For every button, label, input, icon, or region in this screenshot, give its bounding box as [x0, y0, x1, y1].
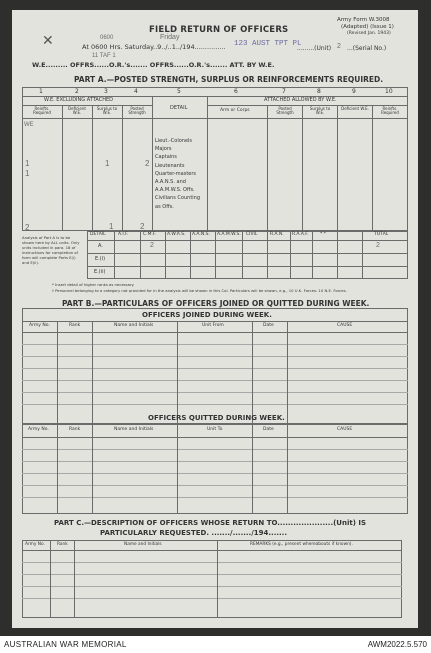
quitted-h-date: Date: [263, 427, 274, 432]
rank-major: Majors: [155, 146, 172, 153]
quitted-h-unit: Unit To: [207, 427, 223, 432]
col-6: 6: [234, 88, 238, 95]
rank-list: [155, 137, 207, 211]
rank-civilians: Civilians Counting: [155, 195, 201, 202]
subhead-surplus-2: Surplus to W.E.: [309, 106, 331, 115]
part-c-title-1: PART C.—DESCRIPTION OF OFFICERS WHOSE RETURN TO.....................(Unit) IS: [54, 519, 367, 527]
revised-date: (Revised Jan. 1943): [347, 31, 391, 36]
an-row-ei: E.(i): [95, 256, 106, 262]
rank-lieutenant: Lieutenants: [155, 162, 185, 169]
we-line: W.E......... OFFRS......O.R.'s....... OFFRS......O.R.'s....... ATT. BY W.E.: [32, 61, 275, 69]
we-excluding-header: W.E. EXCLUDING ATTACHED: [44, 97, 113, 103]
an-aamws: A.A.M.W.S.: [217, 232, 241, 237]
col-1: 1: [39, 88, 43, 95]
col-2: 2: [75, 88, 79, 95]
unit-stamp: 123 AUST TPT PL: [234, 40, 302, 48]
at-hours-line: At 0600 Hrs. Saturday..9../..1../194...............: [82, 43, 226, 51]
col-5: 5: [177, 88, 181, 95]
col-7: 7: [282, 88, 286, 95]
quitted-h-army-no: Army No.: [28, 427, 49, 432]
serial-label: ...(Serial No.): [347, 45, 387, 52]
hw-total-4: 2: [140, 222, 145, 231]
joined-h-date: Date: [263, 323, 274, 328]
footer-credit: AUSTRALIAN WAR MEMORIAL: [4, 640, 127, 649]
an-total: TOTAL: [374, 232, 389, 237]
part-b-title: PART B.—PARTICULARS OF OFFICERS JOINED OR QUITTED DURING WEEK.: [62, 299, 370, 308]
an-extra: * *: [320, 232, 326, 237]
subhead-posted-2: Posted Strength: [276, 106, 294, 115]
footer-accession: AWM2022.5.570: [367, 640, 427, 649]
joined-h-cause: CAUSE: [337, 323, 353, 328]
rank-aamws: A.A.M.W.S. Offs.: [155, 187, 195, 194]
subhead-deficient: Deficient W.E.: [68, 106, 86, 115]
pc-h-rank: Rank: [57, 542, 68, 547]
subhead-reinfts-2: Reinfts. Required: [381, 106, 399, 115]
an-aans: A.A.N.S.: [192, 232, 210, 237]
joined-title: OFFICERS JOINED DURING WEEK.: [142, 311, 272, 319]
part-c-title-2: PARTICULARLY REQUESTED. ......./......./194.......: [100, 529, 287, 537]
joined-h-army-no: Army No.: [29, 323, 50, 328]
hw-serial: 2: [337, 43, 341, 50]
hw-total-1: 2: [25, 223, 30, 232]
pc-h-name: Name and Initials: [124, 542, 162, 547]
subhead-reinfts: Reinfts. Required: [33, 106, 51, 115]
hw-a1: 1: [25, 159, 30, 168]
col-3: 3: [104, 88, 108, 95]
rank-civilians-cont: as Offs.: [155, 203, 174, 210]
subhead-deficient-2: Deficient W.E.: [341, 106, 369, 111]
hw-time: 0600: [100, 35, 114, 41]
analysis-note: Analysis of Part A is to be shown here by ALL units. Only units included in para. 18 of instructions for completion of form will complete Parts E(i) and E(ii).: [22, 235, 80, 265]
subhead-arm-corps: Arm or Corps: [220, 108, 250, 113]
an-row-a: A.: [98, 243, 103, 249]
quitted-h-rank: Rank: [69, 427, 81, 432]
hw-we: 11 TAF 1: [92, 53, 116, 59]
hw-we-mark: WE: [24, 122, 34, 128]
col-4: 4: [134, 88, 138, 95]
an-cmf: C.M.F.: [143, 232, 157, 237]
army-form-number: Army Form W.3008: [337, 17, 390, 23]
col-9: 9: [352, 88, 356, 95]
an-raaf: R.A.A.F.: [292, 232, 309, 237]
pc-h-army-no: Army No.: [25, 542, 45, 547]
hw-total-3: 1: [109, 222, 114, 231]
joined-h-unit: Unit From: [202, 323, 224, 328]
rank-captain: Captains: [155, 154, 177, 161]
footnote-2: † Personnel belonging to a category not provided for in the analysis will be shown in this Col. Particulars will be shown, e.g., 10 U.K. Forces: 10 N.E. Forces.: [52, 288, 347, 293]
part-c-table: [22, 540, 402, 618]
hw-day: Friday: [160, 34, 180, 41]
unit-label: .........(Unit): [297, 45, 332, 52]
hw-an-total: 2: [376, 242, 380, 249]
adapted-issue: (Adapted) (Issue 1): [341, 24, 394, 30]
quitted-h-name: Name and Initials: [114, 427, 154, 432]
hw-a4: 2: [145, 159, 150, 168]
form-sheet: [12, 10, 418, 628]
joined-h-name: Name and Initials: [114, 323, 154, 328]
subhead-posted: Posted Strength: [128, 106, 146, 115]
col-10: 10: [385, 88, 393, 95]
an-row-eii: E.(ii): [94, 269, 106, 275]
pc-h-remarks: REMARKS (e.g., present whereabouts if known).: [250, 542, 353, 547]
an-detail: DETAIL: [90, 232, 106, 237]
rank-aans: A.A.N.S. and: [155, 179, 186, 186]
part-a-title: PART A.—POSTED STRENGTH, SURPLUS OR REINFORCEMENTS REQUIRED.: [74, 75, 384, 84]
footer-bar: [0, 636, 431, 653]
joined-h-rank: Rank: [69, 323, 81, 328]
hw-an-aif: 2: [150, 242, 154, 249]
footnote-1: * Insert detail of higher ranks as necessary.: [52, 282, 135, 287]
analysis-table: [87, 231, 408, 279]
quitted-h-cause: CAUSE: [337, 427, 353, 432]
col-8: 8: [317, 88, 321, 95]
detail-header: DETAIL: [170, 105, 188, 111]
form-title: FIELD RETURN OF OFFICERS: [149, 25, 289, 35]
hw-a3: 1: [105, 159, 110, 168]
rank-quartermaster: Quarter-masters: [155, 170, 197, 177]
an-civil: CIVIL: [246, 232, 258, 237]
an-aif: A.I.F.: [118, 232, 129, 237]
an-ran: R.A.N.: [270, 232, 284, 237]
an-awas: A.W.A.S.: [167, 232, 186, 237]
subhead-surplus: Surplus to W.E.: [96, 106, 118, 115]
attached-allowed-header: ATTACHED ALLOWED BY W.E.: [264, 97, 337, 103]
check-mark: ✕: [42, 33, 54, 49]
rank-lt-col: Lieut.-Colonels: [155, 138, 193, 144]
hw-a2: 1: [25, 169, 30, 178]
quitted-title: OFFICERS QUITTED DURING WEEK.: [148, 414, 285, 422]
